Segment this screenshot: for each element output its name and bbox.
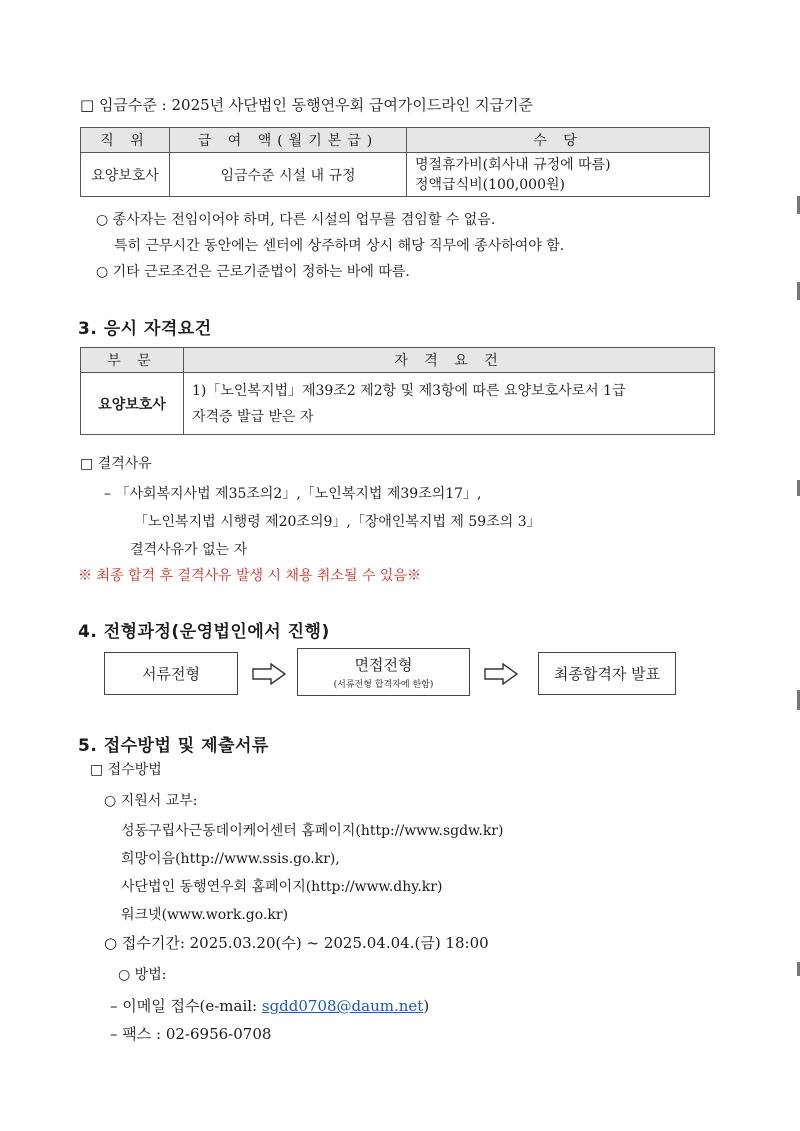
process-heading: 4. 전형과정(운영법인에서 진행) bbox=[78, 622, 330, 642]
site-worknet: 워크넷(www.work.go.kr) bbox=[121, 907, 289, 923]
disqualification-line-2: 「노인복지법 시행령 제20조의9」,「장애인복지법 제 59조의 3」 bbox=[134, 514, 541, 530]
qualification-table-header bbox=[81, 348, 715, 373]
disqualification-warning: ※ 최종 합격 후 결격사유 발생 시 채용 취소될 수 있음※ bbox=[78, 568, 421, 584]
cell-position: 요양보호사 bbox=[81, 153, 170, 197]
header-allowance: 수 당 bbox=[407, 128, 710, 153]
distribution-label: ○ 지원서 교부: bbox=[104, 793, 198, 809]
flow-step-3-label: 최종합격자 발표 bbox=[553, 665, 661, 683]
cell-allowance bbox=[407, 153, 710, 197]
email-prefix: – 이메일 접수(e-mail: bbox=[110, 997, 262, 1015]
qualification-table bbox=[80, 347, 715, 435]
table-row bbox=[81, 373, 715, 435]
requirement-line-1: 1)「노인복지법」제39조2 제2항 및 제3항에 따른 요양보호사로서 1급 bbox=[192, 382, 626, 399]
qualification-heading: 3. 응시 자격요건 bbox=[78, 319, 212, 339]
table-row bbox=[81, 153, 710, 197]
wage-standard-line: □ 임금수준 : 2025년 사단법인 동행연우회 급여가이드라인 지급기준 bbox=[80, 96, 534, 114]
application-period: ○ 접수기간: 2025.03.20(수) ~ 2025.04.04.(금) 18:00 bbox=[104, 934, 489, 952]
application-heading: 5. 접수방법 및 제출서류 bbox=[78, 736, 269, 756]
email-suffix: ) bbox=[423, 997, 430, 1015]
wage-table bbox=[80, 127, 710, 197]
allowance-holiday: 명절휴가비(회사내 규정에 따름) bbox=[415, 156, 611, 173]
site-sgdw: 성동구립사근동데이케어센터 홈페이지(http://www.sgdw.kr) bbox=[121, 823, 504, 839]
cell-salary: 임금수준 시설 내 규정 bbox=[170, 153, 407, 197]
disqualification-title: □ 결격사유 bbox=[80, 456, 152, 472]
application-method-label: ○ 방법: bbox=[118, 967, 167, 983]
arrow-right-icon bbox=[483, 663, 519, 685]
flow-step-1-label: 서류전형 bbox=[142, 665, 200, 683]
application-method-title: □ 접수방법 bbox=[90, 762, 162, 778]
flow-step-2-note: (서류전형 합격자에 한함) bbox=[333, 680, 434, 690]
wage-note-2: 특히 근무시간 동안에는 센터에 상주하며 상시 해당 직무에 종사하여야 함. bbox=[114, 238, 565, 254]
fax-line: – 팩스 : 02-6956-0708 bbox=[110, 1025, 272, 1043]
email-link[interactable]: sgdd0708@daum.net bbox=[261, 997, 424, 1015]
flow-document-screening bbox=[104, 652, 238, 695]
arrow-right-icon bbox=[251, 663, 287, 685]
wage-note-1: ○ 종사자는 전임이어야 하며, 다른 시설의 업무를 겸임할 수 없음. bbox=[96, 212, 496, 228]
disqualification-line-1: – 「사회복지사법 제35조의2」,「노인복지법 제39조의17」, bbox=[104, 486, 482, 502]
header-position: 직 위 bbox=[81, 128, 170, 153]
flow-step-2-label: 면접전형 bbox=[354, 656, 413, 674]
allowance-meal: 정액급식비(100,000원) bbox=[415, 176, 565, 193]
wage-table-header bbox=[81, 128, 710, 153]
email-line bbox=[110, 995, 429, 1016]
cell-requirement bbox=[184, 373, 715, 435]
disqualification-line-3: 결격사유가 없는 자 bbox=[130, 542, 248, 558]
site-ssis: 희망이음(http://www.ssis.go.kr), bbox=[121, 851, 340, 867]
header-salary: 급 여 액(월기본급) bbox=[170, 128, 407, 153]
header-requirement: 자 격 요 건 bbox=[184, 348, 715, 373]
header-section: 부 문 bbox=[81, 348, 184, 373]
requirement-line-2: 자격증 발급 받은 자 bbox=[192, 408, 314, 425]
flow-interview-screening bbox=[297, 648, 470, 696]
wage-note-3: ○ 기타 근로조건은 근로기준법이 정하는 바에 따름. bbox=[96, 264, 410, 280]
cell-section: 요양보호사 bbox=[81, 373, 184, 435]
flow-final-announcement bbox=[538, 652, 676, 695]
site-dhy: 사단법인 동행연우회 홈페이지(http://www.dhy.kr) bbox=[121, 879, 443, 895]
